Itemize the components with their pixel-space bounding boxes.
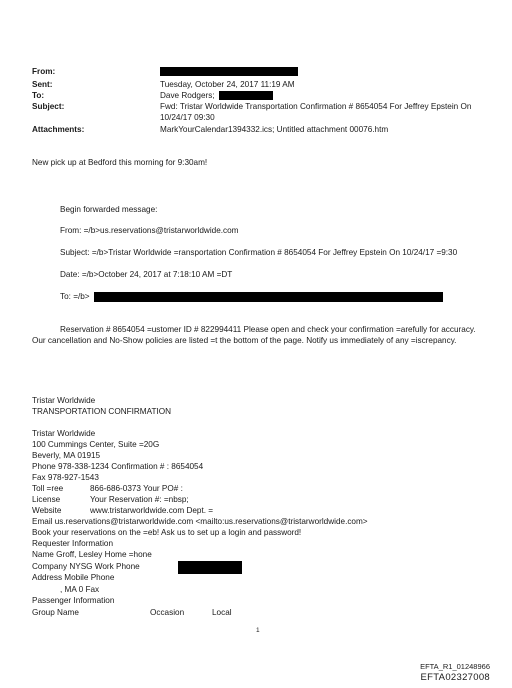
- requester-name-line: Name Groff, Lesley Home =hone: [32, 550, 152, 559]
- subject-value-line1: Fwd: Tristar Worldwide Transportation Confirmation # 8654054 For Jeffrey Epstein On: [160, 102, 472, 111]
- bates-number-secondary: EFTA02327008: [420, 672, 490, 683]
- forwarded-begin: Begin forwarded message:: [60, 205, 158, 214]
- tollfree-label: Toll =ree: [32, 484, 64, 493]
- email-line: Email us.reservations@tristarworldwide.com <mailto:us.reservations@tristarworldwide.com>: [32, 517, 368, 526]
- bates-number-primary: EFTA_R1_01248966: [420, 662, 490, 671]
- requester-company-line: Company NYSG Work Phone: [32, 562, 140, 571]
- sent-label: Sent:: [32, 80, 53, 89]
- local-label: Local: [212, 608, 232, 617]
- forwarded-date: Date: =/b>October 24, 2017 at 7:18:10 AM =DT: [60, 270, 233, 279]
- license-value: Your Reservation #: =nbsp;: [90, 495, 189, 504]
- group-name-label: Group Name: [32, 608, 79, 617]
- redaction-to: [219, 91, 273, 100]
- forwarded-to: To: =/b>: [60, 292, 90, 301]
- address-line-1: 100 Cummings Center, Suite =20G: [32, 440, 160, 449]
- website-label: Website: [32, 506, 62, 515]
- fax-line: Fax 978-927-1543: [32, 473, 99, 482]
- forwarded-subject: Subject: =/b>Tristar Worldwide =ransportation Confirmation # 8654054 For Jeffrey Epstein On 10/24/17 =9:30: [60, 248, 458, 257]
- to-label: To:: [32, 91, 45, 100]
- license-label: License: [32, 495, 61, 504]
- passenger-info-heading: Passenger Information: [32, 596, 115, 605]
- reservation-paragraph: Reservation # 8654054 =ustomer ID # 822994411 Please open and check your confirmation =arefully for accuracy. Our cancellation and No-Show policies are listed =t the bottom of the page. Notify us immediately of any =iscrepancy.: [32, 325, 476, 345]
- redaction-work-phone: [178, 561, 242, 574]
- requester-address-line: Address Mobile Phone: [32, 573, 115, 582]
- subject-value-line2: 10/24/17 09:30: [160, 113, 215, 122]
- phone-line: Phone 978-338-1234 Confirmation # : 8654054: [32, 462, 204, 471]
- subject-label: Subject:: [32, 102, 65, 111]
- to-value: Dave Rodgers;: [160, 91, 215, 100]
- sent-value: Tuesday, October 24, 2017 11:19 AM: [160, 80, 295, 89]
- attachments-value: MarkYourCalendar1394332.ics; Untitled attachment 00076.htm: [160, 125, 389, 134]
- tollfree-value: 866-686-0373 Your PO# :: [90, 484, 183, 493]
- company-name-2: Tristar Worldwide: [32, 429, 96, 438]
- company-name-1: Tristar Worldwide: [32, 396, 96, 405]
- redaction-from: [160, 67, 298, 76]
- confirmation-title: TRANSPORTATION CONFIRMATION: [32, 407, 172, 416]
- requester-state-line: , MA 0 Fax: [60, 585, 100, 594]
- book-online-line: Book your reservations on the =eb! Ask us to set up a login and password!: [32, 528, 302, 537]
- address-line-2: Beverly, MA 01915: [32, 451, 101, 460]
- from-label: From:: [32, 67, 56, 76]
- attachments-label: Attachments:: [32, 125, 85, 134]
- page-number: 1: [256, 627, 260, 634]
- requester-info-heading: Requester Information: [32, 539, 114, 548]
- forwarded-from: From: =/b>us.reservations@tristarworldwide.com: [60, 226, 239, 235]
- intro-text: New pick up at Bedford this morning for 9:30am!: [32, 158, 208, 167]
- occasion-label: Occasion: [150, 608, 185, 617]
- website-value: www.tristarworldwide.com Dept. =: [90, 506, 214, 515]
- redaction-forwarded-to: [94, 292, 443, 302]
